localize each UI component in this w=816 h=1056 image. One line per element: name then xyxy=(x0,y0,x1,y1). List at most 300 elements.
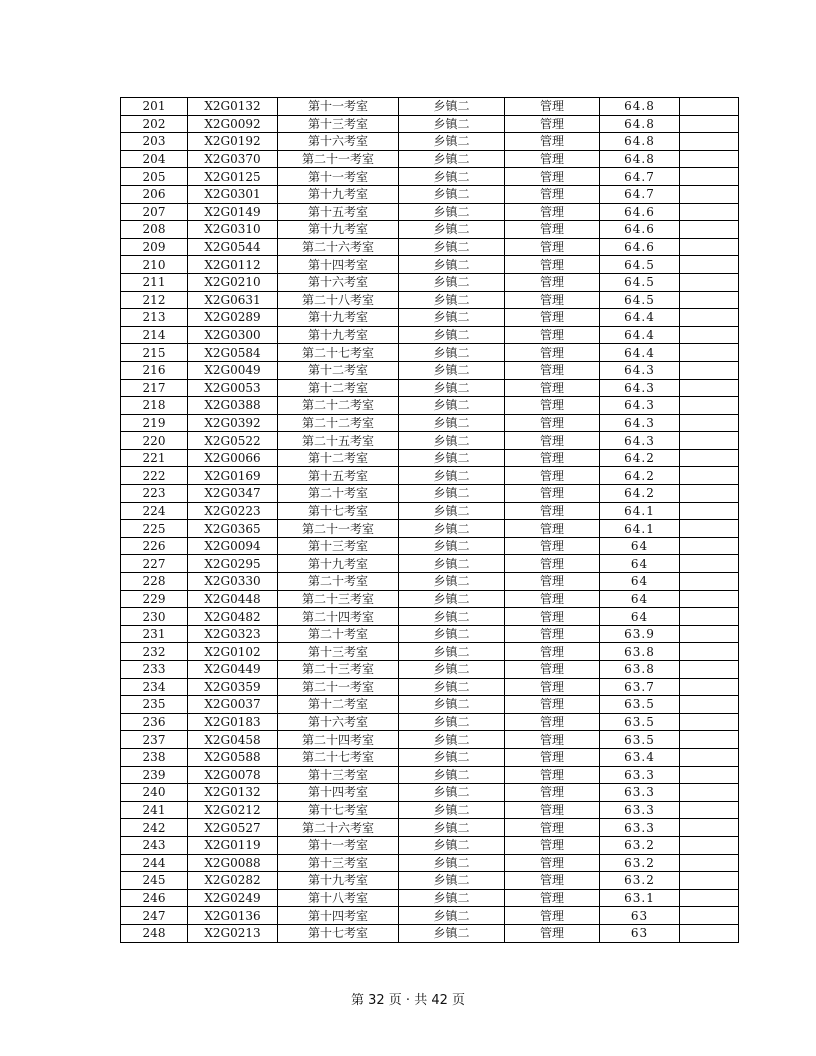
row-number-cell: 213 xyxy=(121,309,188,327)
category-cell: 管理 xyxy=(505,590,600,608)
row-number-cell: 223 xyxy=(121,485,188,503)
candidate-id-cell: X2G0392 xyxy=(188,414,278,432)
score-cell: 64.2 xyxy=(600,485,680,503)
score-cell: 64.5 xyxy=(600,273,680,291)
row-number-cell: 217 xyxy=(121,379,188,397)
remark-cell xyxy=(680,713,739,731)
row-number-cell: 240 xyxy=(121,784,188,802)
table-row xyxy=(121,309,739,327)
score-cell: 63 xyxy=(600,907,680,925)
remark-cell xyxy=(680,643,739,661)
exam-room-cell: 第十九考室 xyxy=(278,555,399,573)
region-cell: 乡镇二 xyxy=(399,449,505,467)
score-cell: 64 xyxy=(600,608,680,626)
score-cell: 64.7 xyxy=(600,185,680,203)
category-cell: 管理 xyxy=(505,678,600,696)
table-row xyxy=(121,731,739,749)
table-row xyxy=(121,678,739,696)
row-number-cell: 208 xyxy=(121,221,188,239)
row-number-cell: 211 xyxy=(121,273,188,291)
region-cell: 乡镇二 xyxy=(399,379,505,397)
region-cell: 乡镇二 xyxy=(399,256,505,274)
table-row xyxy=(121,361,739,379)
category-cell: 管理 xyxy=(505,379,600,397)
candidate-id-cell: X2G0458 xyxy=(188,731,278,749)
region-cell: 乡镇二 xyxy=(399,872,505,890)
exam-room-cell: 第十五考室 xyxy=(278,467,399,485)
category-cell: 管理 xyxy=(505,625,600,643)
table-row xyxy=(121,555,739,573)
region-cell: 乡镇二 xyxy=(399,801,505,819)
remark-cell xyxy=(680,432,739,450)
remark-cell xyxy=(680,449,739,467)
score-cell: 64 xyxy=(600,590,680,608)
row-number-cell: 227 xyxy=(121,555,188,573)
candidate-id-cell: X2G0213 xyxy=(188,924,278,942)
candidate-id-cell: X2G0223 xyxy=(188,502,278,520)
remark-cell xyxy=(680,309,739,327)
category-cell: 管理 xyxy=(505,344,600,362)
score-cell: 64 xyxy=(600,573,680,591)
table-row xyxy=(121,449,739,467)
candidate-id-cell: X2G0125 xyxy=(188,168,278,186)
candidate-id-cell: X2G0310 xyxy=(188,221,278,239)
category-cell: 管理 xyxy=(505,309,600,327)
score-cell: 64.1 xyxy=(600,520,680,538)
table-row xyxy=(121,696,739,714)
exam-room-cell: 第十一考室 xyxy=(278,168,399,186)
table-row xyxy=(121,432,739,450)
candidate-id-cell: X2G0210 xyxy=(188,273,278,291)
remark-cell xyxy=(680,661,739,679)
row-number-cell: 207 xyxy=(121,203,188,221)
candidate-id-cell: X2G0347 xyxy=(188,485,278,503)
remark-cell xyxy=(680,98,739,116)
region-cell: 乡镇二 xyxy=(399,133,505,151)
remark-cell xyxy=(680,819,739,837)
region-cell: 乡镇二 xyxy=(399,889,505,907)
category-cell: 管理 xyxy=(505,573,600,591)
row-number-cell: 219 xyxy=(121,414,188,432)
exam-room-cell: 第十三考室 xyxy=(278,766,399,784)
score-cell: 64.8 xyxy=(600,150,680,168)
remark-cell xyxy=(680,625,739,643)
candidate-id-cell: X2G0212 xyxy=(188,801,278,819)
row-number-cell: 237 xyxy=(121,731,188,749)
remark-cell xyxy=(680,801,739,819)
table-row xyxy=(121,924,739,942)
candidate-id-cell: X2G0359 xyxy=(188,678,278,696)
candidate-id-cell: X2G0522 xyxy=(188,432,278,450)
exam-room-cell: 第十九考室 xyxy=(278,326,399,344)
candidate-id-cell: X2G0066 xyxy=(188,449,278,467)
results-table xyxy=(120,97,739,943)
candidate-id-cell: X2G0370 xyxy=(188,150,278,168)
exam-room-cell: 第十二考室 xyxy=(278,379,399,397)
row-number-cell: 228 xyxy=(121,573,188,591)
exam-room-cell: 第十四考室 xyxy=(278,784,399,802)
exam-room-cell: 第十三考室 xyxy=(278,643,399,661)
footer-prefix: 第 xyxy=(350,993,364,1008)
exam-room-cell: 第十六考室 xyxy=(278,273,399,291)
score-cell: 64.4 xyxy=(600,344,680,362)
region-cell: 乡镇二 xyxy=(399,238,505,256)
row-number-cell: 233 xyxy=(121,661,188,679)
region-cell: 乡镇二 xyxy=(399,766,505,784)
region-cell: 乡镇二 xyxy=(399,467,505,485)
remark-cell xyxy=(680,485,739,503)
exam-room-cell: 第十三考室 xyxy=(278,854,399,872)
remark-cell xyxy=(680,590,739,608)
remark-cell xyxy=(680,854,739,872)
candidate-id-cell: X2G0449 xyxy=(188,661,278,679)
remark-cell xyxy=(680,555,739,573)
remark-cell xyxy=(680,537,739,555)
remark-cell xyxy=(680,221,739,239)
region-cell: 乡镇二 xyxy=(399,115,505,133)
exam-room-cell: 第二十七考室 xyxy=(278,748,399,766)
score-cell: 63.2 xyxy=(600,854,680,872)
category-cell: 管理 xyxy=(505,819,600,837)
remark-cell xyxy=(680,238,739,256)
exam-room-cell: 第十二考室 xyxy=(278,696,399,714)
table-row xyxy=(121,520,739,538)
table-row xyxy=(121,221,739,239)
total-page-count: 42 xyxy=(431,993,448,1008)
score-cell: 63.8 xyxy=(600,643,680,661)
category-cell: 管理 xyxy=(505,449,600,467)
category-cell: 管理 xyxy=(505,784,600,802)
candidate-id-cell: X2G0330 xyxy=(188,573,278,591)
score-cell: 64.8 xyxy=(600,115,680,133)
category-cell: 管理 xyxy=(505,485,600,503)
category-cell: 管理 xyxy=(505,397,600,415)
region-cell: 乡镇二 xyxy=(399,520,505,538)
score-cell: 64 xyxy=(600,537,680,555)
category-cell: 管理 xyxy=(505,643,600,661)
candidate-id-cell: X2G0094 xyxy=(188,537,278,555)
remark-cell xyxy=(680,291,739,309)
table-row xyxy=(121,661,739,679)
region-cell: 乡镇二 xyxy=(399,573,505,591)
exam-room-cell: 第十六考室 xyxy=(278,133,399,151)
category-cell: 管理 xyxy=(505,221,600,239)
score-cell: 64.3 xyxy=(600,432,680,450)
category-cell: 管理 xyxy=(505,907,600,925)
exam-room-cell: 第二十三考室 xyxy=(278,661,399,679)
table-row xyxy=(121,907,739,925)
region-cell: 乡镇二 xyxy=(399,485,505,503)
row-number-cell: 209 xyxy=(121,238,188,256)
candidate-id-cell: X2G0527 xyxy=(188,819,278,837)
region-cell: 乡镇二 xyxy=(399,643,505,661)
score-cell: 64.3 xyxy=(600,379,680,397)
row-number-cell: 225 xyxy=(121,520,188,538)
score-cell: 63.5 xyxy=(600,731,680,749)
score-cell: 63 xyxy=(600,924,680,942)
row-number-cell: 202 xyxy=(121,115,188,133)
table-row xyxy=(121,872,739,890)
remark-cell xyxy=(680,608,739,626)
remark-cell xyxy=(680,168,739,186)
exam-room-cell: 第二十八考室 xyxy=(278,291,399,309)
table-row xyxy=(121,467,739,485)
table-row xyxy=(121,150,739,168)
row-number-cell: 229 xyxy=(121,590,188,608)
exam-room-cell: 第十九考室 xyxy=(278,221,399,239)
footer-middle: 页 · 共 xyxy=(388,993,428,1008)
score-cell: 64.8 xyxy=(600,133,680,151)
category-cell: 管理 xyxy=(505,696,600,714)
region-cell: 乡镇二 xyxy=(399,432,505,450)
remark-cell xyxy=(680,361,739,379)
table-row xyxy=(121,854,739,872)
table-row xyxy=(121,414,739,432)
category-cell: 管理 xyxy=(505,361,600,379)
row-number-cell: 235 xyxy=(121,696,188,714)
category-cell: 管理 xyxy=(505,924,600,942)
exam-room-cell: 第十三考室 xyxy=(278,115,399,133)
score-cell: 64.1 xyxy=(600,502,680,520)
category-cell: 管理 xyxy=(505,713,600,731)
remark-cell xyxy=(680,344,739,362)
row-number-cell: 231 xyxy=(121,625,188,643)
score-cell: 63.3 xyxy=(600,784,680,802)
footer-suffix: 页 xyxy=(452,993,466,1008)
category-cell: 管理 xyxy=(505,185,600,203)
category-cell: 管理 xyxy=(505,889,600,907)
exam-room-cell: 第十二考室 xyxy=(278,449,399,467)
remark-cell xyxy=(680,889,739,907)
remark-cell xyxy=(680,520,739,538)
results-table-body xyxy=(121,98,739,943)
candidate-id-cell: X2G0631 xyxy=(188,291,278,309)
table-row xyxy=(121,185,739,203)
category-cell: 管理 xyxy=(505,273,600,291)
candidate-id-cell: X2G0249 xyxy=(188,889,278,907)
score-cell: 63.3 xyxy=(600,819,680,837)
candidate-id-cell: X2G0088 xyxy=(188,854,278,872)
category-cell: 管理 xyxy=(505,520,600,538)
region-cell: 乡镇二 xyxy=(399,185,505,203)
score-cell: 64.3 xyxy=(600,414,680,432)
region-cell: 乡镇二 xyxy=(399,273,505,291)
category-cell: 管理 xyxy=(505,150,600,168)
row-number-cell: 241 xyxy=(121,801,188,819)
category-cell: 管理 xyxy=(505,872,600,890)
category-cell: 管理 xyxy=(505,731,600,749)
category-cell: 管理 xyxy=(505,537,600,555)
row-number-cell: 247 xyxy=(121,907,188,925)
row-number-cell: 203 xyxy=(121,133,188,151)
exam-room-cell: 第十一考室 xyxy=(278,836,399,854)
row-number-cell: 222 xyxy=(121,467,188,485)
row-number-cell: 232 xyxy=(121,643,188,661)
row-number-cell: 242 xyxy=(121,819,188,837)
remark-cell xyxy=(680,256,739,274)
candidate-id-cell: X2G0289 xyxy=(188,309,278,327)
table-row xyxy=(121,379,739,397)
table-row xyxy=(121,625,739,643)
table-row xyxy=(121,168,739,186)
table-row xyxy=(121,502,739,520)
remark-cell xyxy=(680,907,739,925)
category-cell: 管理 xyxy=(505,432,600,450)
region-cell: 乡镇二 xyxy=(399,713,505,731)
exam-room-cell: 第十六考室 xyxy=(278,713,399,731)
candidate-id-cell: X2G0301 xyxy=(188,185,278,203)
score-cell: 63.5 xyxy=(600,696,680,714)
exam-room-cell: 第十九考室 xyxy=(278,185,399,203)
row-number-cell: 236 xyxy=(121,713,188,731)
score-cell: 64.7 xyxy=(600,168,680,186)
row-number-cell: 218 xyxy=(121,397,188,415)
candidate-id-cell: X2G0192 xyxy=(188,133,278,151)
remark-cell xyxy=(680,185,739,203)
score-cell: 64.6 xyxy=(600,203,680,221)
region-cell: 乡镇二 xyxy=(399,291,505,309)
score-cell: 64.3 xyxy=(600,361,680,379)
exam-room-cell: 第二十四考室 xyxy=(278,731,399,749)
row-number-cell: 234 xyxy=(121,678,188,696)
table-row xyxy=(121,397,739,415)
score-cell: 64.5 xyxy=(600,256,680,274)
region-cell: 乡镇二 xyxy=(399,168,505,186)
remark-cell xyxy=(680,766,739,784)
candidate-id-cell: X2G0183 xyxy=(188,713,278,731)
category-cell: 管理 xyxy=(505,836,600,854)
candidate-id-cell: X2G0448 xyxy=(188,590,278,608)
score-cell: 63.2 xyxy=(600,836,680,854)
exam-room-cell: 第十八考室 xyxy=(278,889,399,907)
remark-cell xyxy=(680,872,739,890)
exam-room-cell: 第十七考室 xyxy=(278,801,399,819)
candidate-id-cell: X2G0049 xyxy=(188,361,278,379)
score-cell: 63.2 xyxy=(600,872,680,890)
remark-cell xyxy=(680,203,739,221)
category-cell: 管理 xyxy=(505,256,600,274)
table-row xyxy=(121,115,739,133)
exam-room-cell: 第二十三考室 xyxy=(278,590,399,608)
remark-cell xyxy=(680,414,739,432)
remark-cell xyxy=(680,573,739,591)
region-cell: 乡镇二 xyxy=(399,414,505,432)
region-cell: 乡镇二 xyxy=(399,924,505,942)
row-number-cell: 230 xyxy=(121,608,188,626)
category-cell: 管理 xyxy=(505,801,600,819)
candidate-id-cell: X2G0149 xyxy=(188,203,278,221)
category-cell: 管理 xyxy=(505,748,600,766)
row-number-cell: 201 xyxy=(121,98,188,116)
category-cell: 管理 xyxy=(505,502,600,520)
category-cell: 管理 xyxy=(505,326,600,344)
remark-cell xyxy=(680,150,739,168)
table-row xyxy=(121,537,739,555)
candidate-id-cell: X2G0112 xyxy=(188,256,278,274)
region-cell: 乡镇二 xyxy=(399,696,505,714)
category-cell: 管理 xyxy=(505,467,600,485)
score-cell: 64.2 xyxy=(600,449,680,467)
score-cell: 63.3 xyxy=(600,801,680,819)
table-row xyxy=(121,485,739,503)
table-row xyxy=(121,326,739,344)
remark-cell xyxy=(680,115,739,133)
table-row xyxy=(121,713,739,731)
table-row xyxy=(121,819,739,837)
exam-room-cell: 第二十考室 xyxy=(278,485,399,503)
candidate-id-cell: X2G0136 xyxy=(188,907,278,925)
exam-room-cell: 第二十六考室 xyxy=(278,819,399,837)
category-cell: 管理 xyxy=(505,661,600,679)
table-row xyxy=(121,273,739,291)
score-cell: 64.4 xyxy=(600,309,680,327)
exam-room-cell: 第十五考室 xyxy=(278,203,399,221)
table-row xyxy=(121,203,739,221)
category-cell: 管理 xyxy=(505,168,600,186)
row-number-cell: 210 xyxy=(121,256,188,274)
remark-cell xyxy=(680,502,739,520)
category-cell: 管理 xyxy=(505,766,600,784)
page-footer xyxy=(0,989,816,1008)
row-number-cell: 238 xyxy=(121,748,188,766)
exam-room-cell: 第十四考室 xyxy=(278,907,399,925)
table-row xyxy=(121,784,739,802)
exam-room-cell: 第十九考室 xyxy=(278,872,399,890)
category-cell: 管理 xyxy=(505,414,600,432)
remark-cell xyxy=(680,696,739,714)
region-cell: 乡镇二 xyxy=(399,344,505,362)
table-row xyxy=(121,344,739,362)
candidate-id-cell: X2G0169 xyxy=(188,467,278,485)
exam-room-cell: 第二十一考室 xyxy=(278,678,399,696)
row-number-cell: 226 xyxy=(121,537,188,555)
exam-room-cell: 第二十五考室 xyxy=(278,432,399,450)
candidate-id-cell: X2G0300 xyxy=(188,326,278,344)
candidate-id-cell: X2G0282 xyxy=(188,872,278,890)
remark-cell xyxy=(680,326,739,344)
table-row xyxy=(121,98,739,116)
candidate-id-cell: X2G0132 xyxy=(188,98,278,116)
exam-room-cell: 第十三考室 xyxy=(278,537,399,555)
score-cell: 64.4 xyxy=(600,326,680,344)
category-cell: 管理 xyxy=(505,608,600,626)
table-row xyxy=(121,256,739,274)
score-cell: 63.1 xyxy=(600,889,680,907)
region-cell: 乡镇二 xyxy=(399,309,505,327)
row-number-cell: 248 xyxy=(121,924,188,942)
candidate-id-cell: X2G0037 xyxy=(188,696,278,714)
exam-room-cell: 第二十二考室 xyxy=(278,397,399,415)
category-cell: 管理 xyxy=(505,115,600,133)
region-cell: 乡镇二 xyxy=(399,731,505,749)
remark-cell xyxy=(680,273,739,291)
row-number-cell: 224 xyxy=(121,502,188,520)
region-cell: 乡镇二 xyxy=(399,203,505,221)
table-row xyxy=(121,590,739,608)
score-cell: 63.9 xyxy=(600,625,680,643)
row-number-cell: 243 xyxy=(121,836,188,854)
table-row xyxy=(121,643,739,661)
row-number-cell: 244 xyxy=(121,854,188,872)
candidate-id-cell: X2G0482 xyxy=(188,608,278,626)
exam-room-cell: 第二十考室 xyxy=(278,573,399,591)
candidate-id-cell: X2G0078 xyxy=(188,766,278,784)
category-cell: 管理 xyxy=(505,203,600,221)
exam-room-cell: 第二十一考室 xyxy=(278,520,399,538)
row-number-cell: 245 xyxy=(121,872,188,890)
region-cell: 乡镇二 xyxy=(399,361,505,379)
exam-room-cell: 第十一考室 xyxy=(278,98,399,116)
